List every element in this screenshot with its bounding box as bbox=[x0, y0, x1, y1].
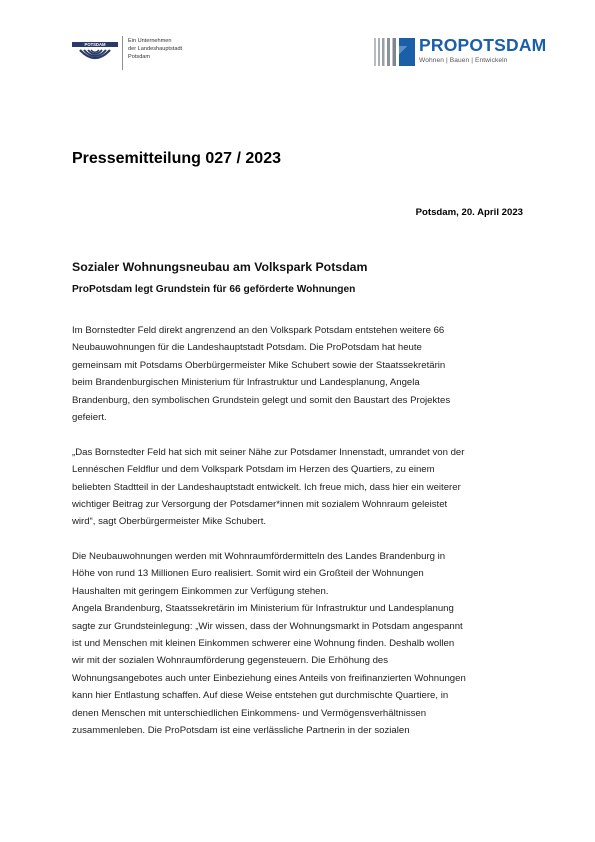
paragraph-line: Brandenburg, den symbolischen Grundstein gelegt und somit den Baustart des Projektes bbox=[72, 394, 451, 406]
paragraph bbox=[72, 444, 524, 531]
paragraph-line: zusammenleben. Die ProPotsdam ist eine verlässliche Partnerin in der sozialen bbox=[72, 724, 410, 736]
paragraph-line: gefeiert. bbox=[72, 411, 107, 423]
paragraph bbox=[72, 548, 524, 739]
paragraph-line: Wohnungsangebotes auch unter Einbeziehung eines Anteils von freifinanzierten Wohnungen bbox=[72, 672, 466, 684]
paragraph-line: denen Menschen mit unterschiedlichen Einkommens- und Vermögensverhältnissen bbox=[72, 707, 427, 719]
paragraph-line: beim Brandenburgischen Ministerium für Infrastruktur und Landesplanung, Angela bbox=[72, 377, 420, 389]
brand-text bbox=[419, 36, 546, 64]
paragraph-line: wichtiger Beitrag zur Versorgung der Potsdamer*innen mit sozialem Wohnraum geleistet bbox=[72, 498, 448, 510]
paragraph-line: beliebten Stadtteil in der Landeshauptstadt entwickelt. Ich freue mich, dass hier ein weiterer bbox=[72, 481, 461, 493]
city-logo-line: der Landeshauptstadt bbox=[128, 46, 183, 52]
city-logo-text bbox=[128, 37, 182, 61]
paragraph-line: Neubauwohnungen für die Landeshauptstadt Potsdam. Die ProPotsdam hat heute bbox=[72, 342, 422, 354]
brand-tagline: Wohnen | Bauen | Entwickeln bbox=[419, 57, 508, 64]
document-title: Sozialer Wohnungsneubau am Volkspark Potsdam bbox=[72, 260, 368, 274]
brand-name-pro: PRO bbox=[419, 35, 458, 55]
brand-name bbox=[419, 36, 546, 54]
city-seal-icon bbox=[72, 36, 118, 66]
paragraph-line: Im Bornstedter Feld direkt angrenzend an den Volkspark Potsdam entstehen weitere 66 bbox=[72, 325, 445, 336]
document-date: Potsdam, 20. April 2023 bbox=[415, 207, 523, 218]
paragraph-line: wir mit der sozialen Wohnraumförderung gegensteuern. Die Erhöhung des bbox=[72, 655, 389, 667]
city-seal-text: POTSDAM bbox=[84, 42, 106, 48]
city-logo bbox=[72, 36, 182, 70]
paragraph-line: Haushalten mit geringem Einkommen zur Verfügung stehen. bbox=[72, 585, 329, 597]
paragraph-line: Angela Brandenburg, Staatssekretärin im Ministerium für Infrastruktur und Landesplanung bbox=[72, 603, 454, 615]
paragraph-line: Die Neubauwohnungen werden mit Wohnraumfördermitteln des Landes Brandenburg in bbox=[72, 551, 446, 563]
paragraph-line: Höhe von rund 13 Millionen Euro realisiert. Somit wird ein Großteil der Wohnungen bbox=[72, 568, 424, 580]
city-logo-line: Ein Unternehmen bbox=[128, 38, 172, 44]
paragraph-line: sagte zur Grundsteinlegung: „Wir wissen, dass der Wohnungsmarkt in Potsdam angespannt bbox=[72, 620, 463, 632]
brand-name-potsdam: POTSDAM bbox=[457, 35, 547, 55]
paragraph-line: Lennéschen Feldflur und dem Volkspark Potsdam im Herzen des Quartiers, zu einem bbox=[72, 464, 435, 476]
city-logo-line: Potsdam bbox=[128, 54, 151, 60]
paragraph-gap bbox=[72, 531, 524, 548]
logo-divider bbox=[122, 36, 123, 70]
paragraph-line: gemeinsam mit Potsdams Oberbürgermeister Mike Schubert sowie der Staatssekretärin bbox=[72, 359, 446, 371]
propotsdam-bars-icon bbox=[374, 36, 416, 68]
document-body bbox=[72, 322, 524, 739]
paragraph-line: „Das Bornstedter Feld hat sich mit seiner Nähe zur Potsdamer Innenstadt, umrandet von der bbox=[72, 446, 465, 458]
paragraph-gap bbox=[72, 426, 524, 443]
paragraph-line: wird“, sagt Oberbürgermeister Mike Schubert. bbox=[72, 516, 267, 528]
propotsdam-logo bbox=[374, 36, 546, 68]
paragraph bbox=[72, 322, 524, 426]
document-subtitle: ProPotsdam legt Grundstein für 66 geförderte Wohnungen bbox=[72, 284, 356, 295]
paragraph-line: kann hier Entlastung schaffen. Auf diese Weise entstehen gut durchmischte Quartiere, in bbox=[72, 690, 449, 702]
paragraph-line: ist und Menschen mit kleinen Einkommen schwerer eine Wohnung finden. Deshalb wollen bbox=[72, 638, 455, 650]
document-heading: Pressemitteilung 027 / 2023 bbox=[72, 150, 281, 167]
